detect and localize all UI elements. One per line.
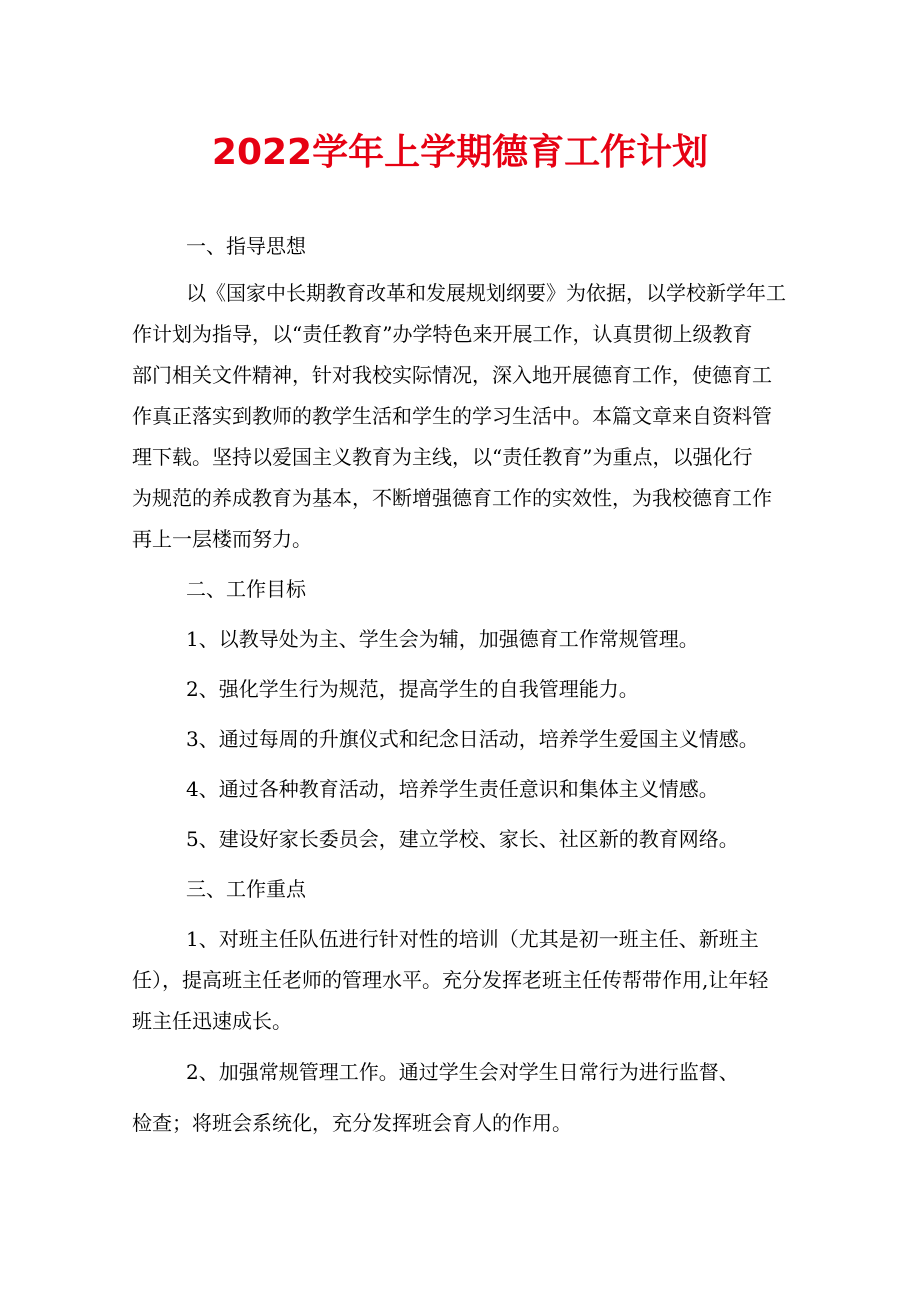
list-item: 3、通过每周的升旗仪式和纪念日活动，培养学生爱国主义情感。 bbox=[186, 727, 759, 751]
paragraph-line: 2、加强常规管理工作。通过学生会对学生日常行为进行监督、 bbox=[186, 1060, 739, 1084]
paragraph-line: 以《国家中长期教育改革和发展规划纲要》为依据，以学校新学年工 bbox=[186, 281, 786, 305]
paragraph-line: 作计划为指导，以“责任教育”办学特色来开展工作，认真贯彻上级教育 bbox=[132, 322, 753, 346]
section-list-work-focus bbox=[132, 919, 792, 1144]
list-item: 4、通过各种教育活动，培养学生责任意识和集体主义情感。 bbox=[186, 777, 719, 801]
paragraph-line: 部门相关文件精神，针对我校实际情况，深入地开展德育工作，使德育工 bbox=[132, 363, 772, 387]
document-body bbox=[132, 226, 792, 1144]
section-list-work-goals bbox=[132, 619, 792, 860]
section-heading-guiding-thought: 一、指导思想 bbox=[186, 234, 306, 258]
list-item: 1、以教导处为主、学生会为辅，加强德育工作常规管理。 bbox=[186, 627, 699, 651]
paragraph-line: 1、对班主任队伍进行针对性的培训（尤其是初一班主任、新班主 bbox=[186, 927, 759, 951]
paragraph-line: 任），提高班主任老师的管理水平。充分发挥老班主任传帮带作用,让年轻 bbox=[132, 968, 769, 992]
section-heading-work-goals: 二、工作目标 bbox=[186, 577, 306, 601]
list-item: 2、强化学生行为规范，提高学生的自我管理能力。 bbox=[186, 677, 639, 701]
section-paragraph-guiding-thought bbox=[132, 273, 792, 560]
list-item bbox=[132, 1052, 792, 1144]
paragraph-line: 班主任迅速成长。 bbox=[132, 1009, 292, 1033]
list-item bbox=[132, 919, 792, 1042]
paragraph-line: 理下载。坚持以爱国主义教育为主线，以“责任教育”为重点，以强化行 bbox=[132, 445, 753, 469]
paragraph-line: 检查；将班会系统化，充分发挥班会育人的作用。 bbox=[132, 1111, 572, 1135]
document-title: 2022学年上学期德育工作计划 bbox=[211, 132, 709, 173]
paragraph-line: 为规范的养成教育为基本，不断增强德育工作的实效性，为我校德育工作 bbox=[132, 486, 772, 510]
list-item: 5、建设好家长委员会，建立学校、家长、社区新的教育网络。 bbox=[186, 827, 739, 851]
paragraph-line: 作真正落实到教师的教学生活和学生的学习生活中。本篇文章来自资料管 bbox=[132, 404, 772, 428]
paragraph-line: 再上一层楼而努力。 bbox=[132, 527, 312, 551]
section-heading-work-focus: 三、工作重点 bbox=[186, 877, 306, 901]
